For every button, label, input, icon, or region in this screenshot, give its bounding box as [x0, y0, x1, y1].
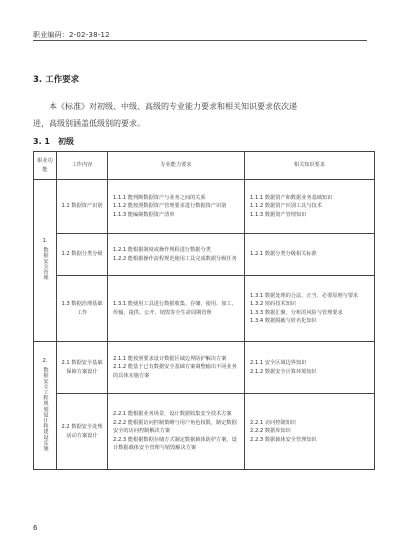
- skill-item: 2.2.1 能根据业务场景，设计数据收集安全技术方案: [113, 411, 232, 418]
- knowledge-item: 1.1.3 数据资产管理知识: [250, 211, 307, 218]
- function-name: 数据安全管理: [42, 247, 49, 281]
- knowledge-item: 1.3.2 密码技术知识: [250, 301, 296, 308]
- table-header-row: [34, 152, 375, 180]
- occupation-code: 职业编码：2-02-38-12: [33, 31, 110, 39]
- skill-item: 1.1.3 能编制数据资产清单: [113, 211, 175, 218]
- section-heading: 3. 工作要求: [33, 75, 80, 85]
- work-content-cell: 1.2 数据分类分级: [57, 234, 108, 276]
- skill-item: 2.2.3 能根据数据存储方式制定数据载体防护方案，设计数据载体安全管理与销毁解决方案: [113, 436, 237, 452]
- skill-item: 2.1.2 能基于已有数据安全基础方案调整输出不同业务的具体实施方案: [113, 364, 237, 379]
- knowledge-item: 2.2.2 数据库知识: [250, 428, 291, 435]
- page-number: 6: [33, 524, 38, 532]
- knowledge-item: 1.3.1 数据处理的合法、正当、必要原则与要求: [250, 292, 359, 299]
- knowledge-item: 1.3.3 数据汇聚、分析的风险与管理要求: [250, 309, 343, 316]
- table-body: [34, 180, 375, 470]
- function-cell: [34, 180, 57, 342]
- intro-line-1: 本《标准》对初级、中级、高级的专业能力要求和相关知识要求依次递: [49, 102, 297, 111]
- skills-cell: [108, 342, 245, 394]
- work-content-cell: 1.1 数据资产识别: [57, 180, 108, 234]
- subsection-heading: 3. 1 初级: [33, 137, 74, 146]
- knowledge-cell: [245, 342, 375, 394]
- function-number: 1.: [42, 237, 48, 244]
- header-function: 职业功能: [34, 152, 57, 180]
- skills-cell: [108, 276, 245, 342]
- knowledge-item: 2.2.3 数据载体安全管理知识: [250, 436, 317, 443]
- skills-cell: [108, 394, 245, 470]
- table-row: [34, 180, 375, 234]
- skill-item: 1.1.2 能按照数据资产管理要求进行数据资产识别: [113, 203, 227, 210]
- knowledge-cell: [245, 276, 375, 342]
- function-name: 数据安全工程规划设计和建设实施: [42, 367, 49, 451]
- work-content-cell: 2.2 数据安全处理活动方案设计: [57, 394, 108, 470]
- table-row: [34, 394, 375, 470]
- knowledge-item: 1.1.2 数据资产识别工具与技术: [250, 203, 322, 210]
- skill-item: 1.3.1 能使用工具进行数据收集、存储、使用、加工、传输、提供、公开、销毁等全生命周期管理: [113, 301, 237, 316]
- table-row: [34, 234, 375, 276]
- skills-cell: [108, 180, 245, 234]
- table-row: [34, 342, 375, 394]
- table-row: [34, 276, 375, 342]
- knowledge-item: 1.2.1 数据分类分级相关标准: [250, 251, 317, 258]
- knowledge-cell: [245, 180, 375, 234]
- knowledge-item: 1.1.1 数据资产和数据业务基础知识: [250, 194, 333, 201]
- work-content-cell: 2.1 数据安全基础保障方案设计: [57, 342, 108, 394]
- knowledge-item: 2.1.2 数据安全计算环境知识: [250, 368, 317, 375]
- function-number: 2.: [42, 357, 48, 364]
- knowledge-item: 2.2.1 访问控制知识: [250, 419, 296, 426]
- requirements-table: [33, 151, 375, 470]
- skill-item: 1.2.2 能根据操作流程规范使用工具完成数据分级任务: [113, 255, 237, 262]
- function-cell: [34, 342, 57, 470]
- header-work: 工作内容: [57, 152, 108, 180]
- work-content-cell: 1.3 数据治理基础工作: [57, 276, 108, 342]
- header-skills: 专业能力要求: [108, 152, 245, 180]
- skill-item: 1.2.1 能根据制度或操作规程进行数据分类: [113, 247, 211, 254]
- skills-cell: [108, 234, 245, 276]
- knowledge-cell: [245, 234, 375, 276]
- knowledge-item: 2.1.1 安全区域边界知识: [250, 360, 307, 367]
- skill-item: 2.1.1 能按照要求设计数据区域边界防护解决方案: [113, 355, 227, 362]
- header-knowledge: 相关知识要求: [245, 152, 375, 180]
- skill-item: 1.1.1 能判断数据资产与业务之间的关系: [113, 194, 206, 201]
- knowledge-item: 1.3.4 数据脱敏与匿名化知识: [250, 317, 317, 324]
- skill-item: 2.2.2 能根据访问控制策略与用户角色权限，制定数据安全的访问控制解决方案: [113, 419, 237, 435]
- header-rule: [33, 40, 367, 41]
- knowledge-cell: [245, 394, 375, 470]
- intro-line-2: 进，高级别涵盖低级别的要求。: [33, 119, 145, 128]
